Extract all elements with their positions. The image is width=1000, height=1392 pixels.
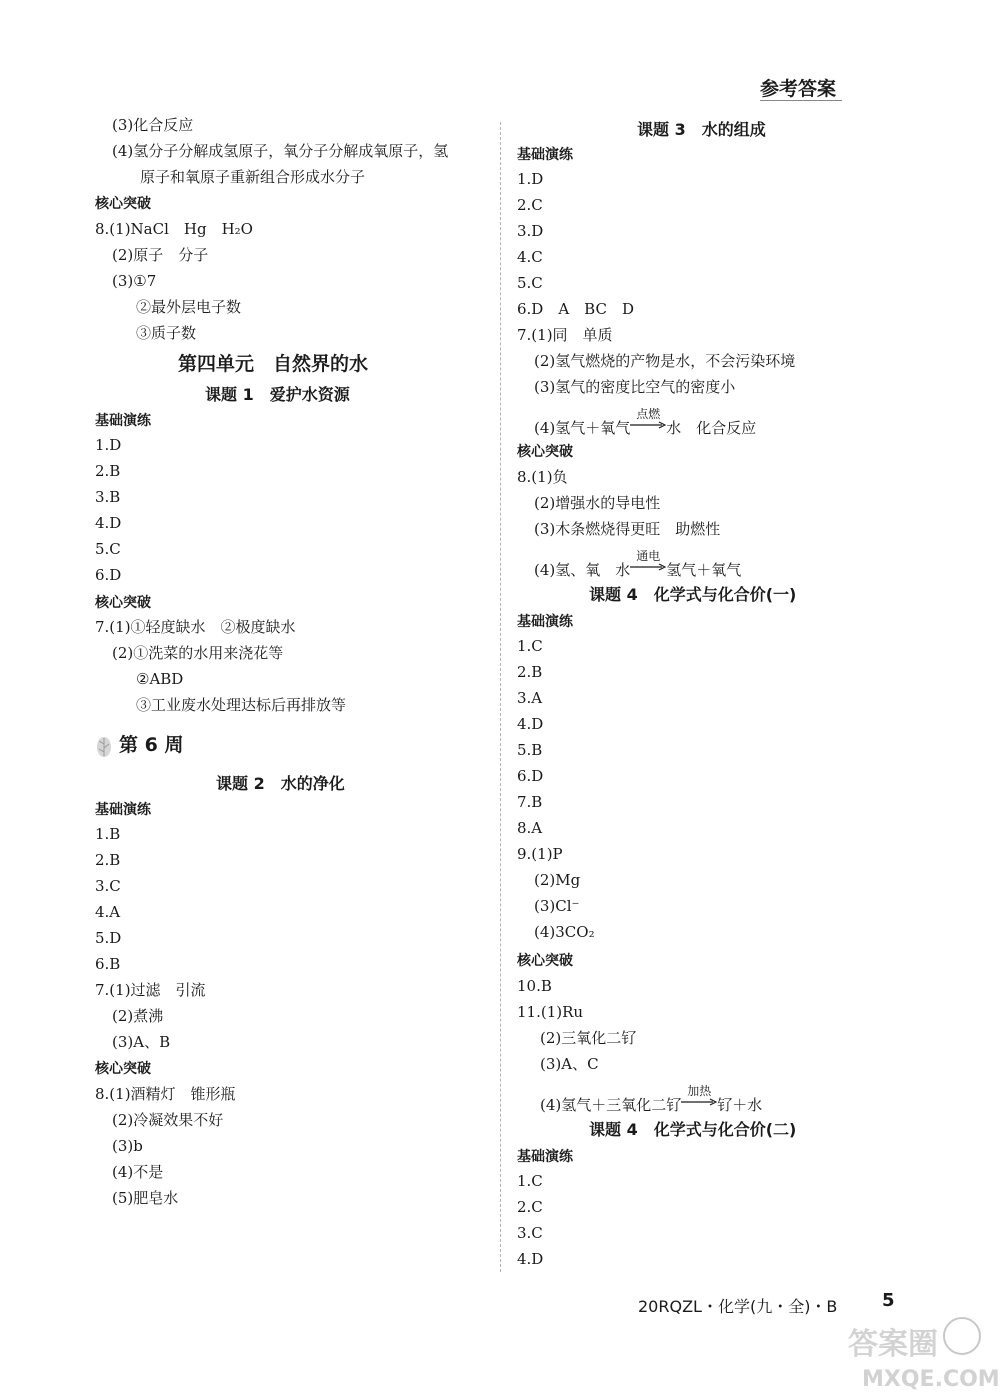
answer-line: 8.(1)负 [517, 468, 568, 486]
answer-line: (2)原子 分子 [112, 246, 209, 264]
answer-line: (2)煮沸 [112, 1007, 164, 1025]
answer-line: ③工业废水处理达标后再排放等 [136, 696, 347, 714]
reaction-condition: 加热 [687, 1084, 712, 1098]
answer-line: 6.D [517, 767, 544, 785]
answer-line: 2.B [95, 462, 121, 480]
answer-line: 1.C [517, 637, 543, 655]
answer-line: (3)b [112, 1137, 143, 1155]
answer-line: 8.A [517, 819, 543, 837]
arrow-icon [630, 563, 666, 571]
section-label-basic: 基础演练 [95, 413, 151, 429]
equation-line [534, 549, 742, 580]
answer-line: (2)①洗菜的水用来浇花等 [112, 644, 284, 662]
answer-line: 6.B [95, 955, 121, 973]
lesson-title: 课题 4 化学式与化合价(二) [589, 1120, 797, 1139]
section-label-core: 核心突破 [95, 595, 151, 611]
equation-line [540, 1084, 763, 1115]
answer-line: 4.D [517, 715, 544, 733]
answer-line: (3)Cl⁻ [534, 897, 580, 915]
week-label: 第 6 周 [119, 734, 184, 756]
answer-line: 9.(1)P [517, 845, 563, 863]
text-line: (4)氢分子分解成氢原子，氧分子分解成氧原子，氢 [112, 142, 449, 160]
answer-line: 2.B [95, 851, 121, 869]
answer-line: 3.A [517, 689, 543, 707]
section-label-basic: 基础演练 [517, 614, 573, 630]
lesson-title: 课题 4 化学式与化合价(一) [589, 585, 797, 604]
reaction-arrow [630, 549, 666, 575]
answer-line: 8.(1)NaCl Hg H₂O [95, 220, 253, 238]
equation-reactants: (4)氢气＋氧气 [534, 419, 631, 437]
answer-line: 4.D [517, 1250, 544, 1268]
equation-products: 水 化合反应 [666, 419, 757, 437]
answer-line: ②ABD [136, 670, 184, 688]
answer-line: 6.D [95, 566, 122, 584]
answer-line: (5)肥皂水 [112, 1189, 179, 1207]
answer-line: 5.C [517, 274, 543, 292]
answer-line: (3)木条燃烧得更旺 助燃性 [534, 520, 721, 538]
answer-line: (2)Mg [534, 871, 581, 889]
lesson-title: 课题 1 爱护水资源 [205, 385, 350, 404]
answer-line: (3)A、B [112, 1033, 171, 1051]
answer-line: 1.D [517, 170, 544, 188]
svg-text:答案圈: 答案圈 [848, 1327, 938, 1362]
column-divider [500, 122, 501, 1272]
answer-line: (3)氢气的密度比空气的密度小 [534, 378, 736, 396]
answer-line: ②最外层电子数 [136, 298, 242, 316]
answer-line: 6.D A BC D [517, 300, 634, 318]
arrow-icon [681, 1098, 717, 1106]
answer-line: 2.C [517, 1198, 543, 1216]
answer-line: 11.(1)Ru [517, 1003, 584, 1021]
equation-products: 氢气＋氧气 [666, 561, 742, 579]
answer-line: 3.D [517, 222, 544, 240]
section-label-core: 核心突破 [95, 1061, 151, 1077]
equation-reactants: (4)氢气＋三氧化二钌 [540, 1096, 682, 1114]
section-label-basic: 基础演练 [95, 802, 151, 818]
svg-text:MXQE.COM: MXQE.COM [862, 1367, 1000, 1392]
reaction-arrow [681, 1084, 717, 1110]
answer-line: 1.C [517, 1172, 543, 1190]
answer-line: 3.B [95, 488, 121, 506]
answer-line: (2)冷凝效果不好 [112, 1111, 224, 1129]
answer-line: 5.C [95, 540, 121, 558]
answer-line: 3.C [517, 1224, 543, 1242]
answer-line: 7.(1)过滤 引流 [95, 981, 206, 999]
answer-line: 8.(1)酒精灯 锥形瓶 [95, 1085, 236, 1103]
text-line: 原子和氧原子重新组合形成水分子 [140, 168, 366, 186]
answer-line: ③质子数 [136, 324, 197, 342]
watermark-logo [842, 1310, 1000, 1392]
answer-line: 5.D [95, 929, 122, 947]
reaction-condition: 点燃 [636, 407, 661, 421]
answer-line: 4.D [95, 514, 122, 532]
reaction-arrow [630, 407, 666, 433]
answer-line: (3)A、C [540, 1055, 599, 1073]
answer-line: (2)三氧化二钌 [540, 1029, 637, 1047]
section-label-core: 核心突破 [95, 196, 151, 212]
answer-line: 2.C [517, 196, 543, 214]
page-header-title: 参考答案 [760, 78, 837, 100]
lesson-title: 课题 2 水的净化 [216, 774, 345, 793]
leaf-icon [95, 736, 113, 758]
answer-line: 4.C [517, 248, 543, 266]
answer-line: (2)氢气燃烧的产物是水，不会污染环境 [534, 352, 796, 370]
answer-line: 4.A [95, 903, 121, 921]
answer-line: 3.C [95, 877, 121, 895]
footer-book-code: 20RQZL・化学(九・全)・B [638, 1297, 838, 1316]
page-number: 5 [882, 1290, 895, 1311]
answer-line: 7.(1)①轻度缺水 ②极度缺水 [95, 618, 296, 636]
equation-reactants: (4)氢、氧 水 [534, 561, 631, 579]
section-label-core: 核心突破 [517, 444, 573, 460]
lesson-title: 课题 3 水的组成 [637, 120, 766, 139]
section-label-core: 核心突破 [517, 953, 573, 969]
answer-line: (3)①7 [112, 272, 157, 290]
answer-line: 7.(1)同 单质 [517, 326, 613, 344]
header-rule [760, 100, 842, 101]
arrow-icon [630, 421, 666, 429]
section-label-basic: 基础演练 [517, 147, 573, 163]
answer-line: 1.B [95, 825, 121, 843]
reaction-condition: 通电 [636, 549, 661, 563]
unit-title: 第四单元 自然界的水 [178, 353, 369, 375]
answer-line: (4)3CO₂ [534, 923, 595, 941]
week-heading [95, 730, 183, 758]
text-line: (3)化合反应 [112, 116, 194, 134]
equation-line [534, 407, 757, 438]
equation-products: 钌＋水 [717, 1096, 763, 1114]
answer-line: 1.D [95, 436, 122, 454]
answer-line: 10.B [517, 977, 552, 995]
answer-line: (2)增强水的导电性 [534, 494, 661, 512]
answer-line: (4)不是 [112, 1163, 164, 1181]
answer-line: 2.B [517, 663, 543, 681]
section-label-basic: 基础演练 [517, 1149, 573, 1165]
answer-line: 7.B [517, 793, 543, 811]
answer-line: 5.B [517, 741, 543, 759]
